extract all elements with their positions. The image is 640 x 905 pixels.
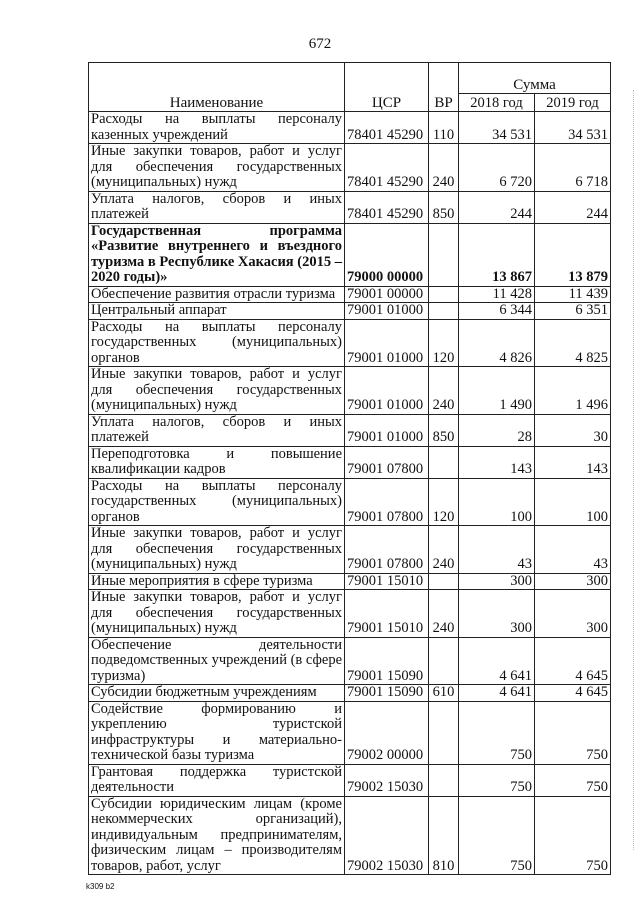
- row-amount-2018: 300: [459, 590, 535, 638]
- table-row: [89, 144, 611, 192]
- row-csr: 79002 15030: [345, 764, 429, 796]
- row-amount-2019: 34 531: [535, 112, 611, 144]
- row-vr: 120: [429, 319, 459, 367]
- row-vr: 240: [429, 144, 459, 192]
- row-amount-2018: 1 490: [459, 367, 535, 415]
- row-amount-2019: 750: [535, 764, 611, 796]
- row-csr: 79001 15010: [345, 573, 429, 590]
- row-amount-2018: 6 344: [459, 303, 535, 320]
- row-csr: 79001 15090: [345, 685, 429, 702]
- page-number: 672: [308, 36, 332, 52]
- table-row: [89, 796, 611, 875]
- table-row: [89, 414, 611, 446]
- row-vr: [429, 286, 459, 303]
- row-name: Уплата налогов, сборов и иных платежей: [89, 191, 345, 223]
- row-csr: 78401 45290: [345, 144, 429, 192]
- row-vr: 110: [429, 112, 459, 144]
- row-amount-2018: 750: [459, 701, 535, 764]
- row-name: Иные мероприятия в сфере туризма: [89, 573, 345, 590]
- row-name: Уплата налогов, сборов и иных платежей: [89, 414, 345, 446]
- row-amount-2019: 300: [535, 590, 611, 638]
- row-csr: 79001 01000: [345, 414, 429, 446]
- scan-margin-marks: [631, 90, 634, 850]
- row-amount-2018: 4 641: [459, 637, 535, 685]
- header-year-2018: 2018 год: [459, 94, 535, 112]
- row-name: Расходы на выплаты персоналу государственных (муниципальных) органов: [89, 319, 345, 367]
- row-csr: 79002 15030: [345, 796, 429, 875]
- table-row: [89, 637, 611, 685]
- row-amount-2019: 11 439: [535, 286, 611, 303]
- row-csr: 79001 15010: [345, 590, 429, 638]
- table-row: [89, 446, 611, 478]
- row-amount-2018: 100: [459, 478, 535, 526]
- row-vr: [429, 446, 459, 478]
- row-csr: 78401 45290: [345, 191, 429, 223]
- row-amount-2018: 4 826: [459, 319, 535, 367]
- table-row: [89, 223, 611, 286]
- row-name: Обеспечение деятельности подведомственных учреждений (в сфере туризма): [89, 637, 345, 685]
- row-name: Обеспечение развития отрасли туризма: [89, 286, 345, 303]
- row-amount-2019: 4 825: [535, 319, 611, 367]
- row-amount-2019: 6 351: [535, 303, 611, 320]
- row-vr: 850: [429, 191, 459, 223]
- row-name: Иные закупки товаров, работ и услуг для обеспечения государственных (муниципальных) нужд: [89, 590, 345, 638]
- row-amount-2018: 13 867: [459, 223, 535, 286]
- table-row: [89, 191, 611, 223]
- row-csr: 79001 07800: [345, 526, 429, 574]
- row-amount-2019: 750: [535, 796, 611, 875]
- row-csr: 79001 01000: [345, 319, 429, 367]
- row-vr: 120: [429, 478, 459, 526]
- table-row: [89, 701, 611, 764]
- row-amount-2019: 30: [535, 414, 611, 446]
- row-amount-2019: 300: [535, 573, 611, 590]
- table-row: [89, 319, 611, 367]
- row-vr: [429, 573, 459, 590]
- row-amount-2019: 244: [535, 191, 611, 223]
- row-vr: [429, 701, 459, 764]
- row-name: Содействие формированию и укреплению туристской инфраструктуры и материально-технической базы туризма: [89, 701, 345, 764]
- row-csr: 79000 00000: [345, 223, 429, 286]
- row-vr: 850: [429, 414, 459, 446]
- row-amount-2019: 43: [535, 526, 611, 574]
- row-vr: 240: [429, 590, 459, 638]
- row-name: Субсидии бюджетным учреждениям: [89, 685, 345, 702]
- row-vr: [429, 303, 459, 320]
- row-name: Переподготовка и повышение квалификации кадров: [89, 446, 345, 478]
- header-sum: Сумма: [459, 63, 611, 94]
- table-row: [89, 478, 611, 526]
- header-vr: ВР: [429, 63, 459, 112]
- budget-table: [88, 62, 611, 875]
- table-row: [89, 526, 611, 574]
- row-amount-2019: 6 718: [535, 144, 611, 192]
- table-row: [89, 286, 611, 303]
- footer-code: k309 b2: [86, 882, 115, 891]
- table-row: [89, 573, 611, 590]
- row-amount-2018: 4 641: [459, 685, 535, 702]
- row-name: Центральный аппарат: [89, 303, 345, 320]
- row-amount-2018: 143: [459, 446, 535, 478]
- row-amount-2018: 6 720: [459, 144, 535, 192]
- row-amount-2019: 4 645: [535, 637, 611, 685]
- row-vr: 610: [429, 685, 459, 702]
- row-vr: [429, 637, 459, 685]
- row-name: Грантовая поддержка туристской деятельности: [89, 764, 345, 796]
- row-name: Расходы на выплаты персоналу государственных (муниципальных) органов: [89, 478, 345, 526]
- row-csr: 79002 00000: [345, 701, 429, 764]
- row-amount-2019: 750: [535, 701, 611, 764]
- table-row: [89, 112, 611, 144]
- header-csr: ЦСР: [345, 63, 429, 112]
- row-name: Государственная программа «Развитие внутреннего и въездного туризма в Республике Хакасия (2015 – 2020 годы)»: [89, 223, 345, 286]
- table-row: [89, 367, 611, 415]
- row-name: Субсидии юридическим лицам (кроме некоммерческих организаций), индивидуальным предпринимателям, физическим лицам – производителям товаров, работ, услуг: [89, 796, 345, 875]
- row-name: Иные закупки товаров, работ и услуг для обеспечения государственных (муниципальных) нужд: [89, 526, 345, 574]
- row-vr: [429, 764, 459, 796]
- row-name: Расходы на выплаты персоналу казенных учреждений: [89, 112, 345, 144]
- row-amount-2018: 750: [459, 764, 535, 796]
- row-amount-2018: 300: [459, 573, 535, 590]
- header-year-2019: 2019 год: [535, 94, 611, 112]
- table-row: [89, 764, 611, 796]
- row-csr: 79001 01000: [345, 303, 429, 320]
- row-amount-2019: 100: [535, 478, 611, 526]
- row-amount-2019: 143: [535, 446, 611, 478]
- row-amount-2019: 13 879: [535, 223, 611, 286]
- row-csr: 79001 07800: [345, 478, 429, 526]
- row-vr: 810: [429, 796, 459, 875]
- row-vr: 240: [429, 367, 459, 415]
- row-amount-2018: 34 531: [459, 112, 535, 144]
- row-amount-2018: 28: [459, 414, 535, 446]
- row-csr: 78401 45290: [345, 112, 429, 144]
- row-amount-2018: 244: [459, 191, 535, 223]
- row-amount-2019: 1 496: [535, 367, 611, 415]
- row-vr: 240: [429, 526, 459, 574]
- row-amount-2018: 43: [459, 526, 535, 574]
- row-name: Иные закупки товаров, работ и услуг для обеспечения государственных (муниципальных) нужд: [89, 367, 345, 415]
- table-row: [89, 303, 611, 320]
- row-amount-2018: 11 428: [459, 286, 535, 303]
- table-row: [89, 590, 611, 638]
- row-csr: 79001 00000: [345, 286, 429, 303]
- row-name: Иные закупки товаров, работ и услуг для обеспечения государственных (муниципальных) нужд: [89, 144, 345, 192]
- row-amount-2019: 4 645: [535, 685, 611, 702]
- row-csr: 79001 01000: [345, 367, 429, 415]
- row-csr: 79001 15090: [345, 637, 429, 685]
- table-row: [89, 685, 611, 702]
- row-amount-2018: 750: [459, 796, 535, 875]
- row-vr: [429, 223, 459, 286]
- header-name: Наименование: [89, 63, 345, 112]
- row-csr: 79001 07800: [345, 446, 429, 478]
